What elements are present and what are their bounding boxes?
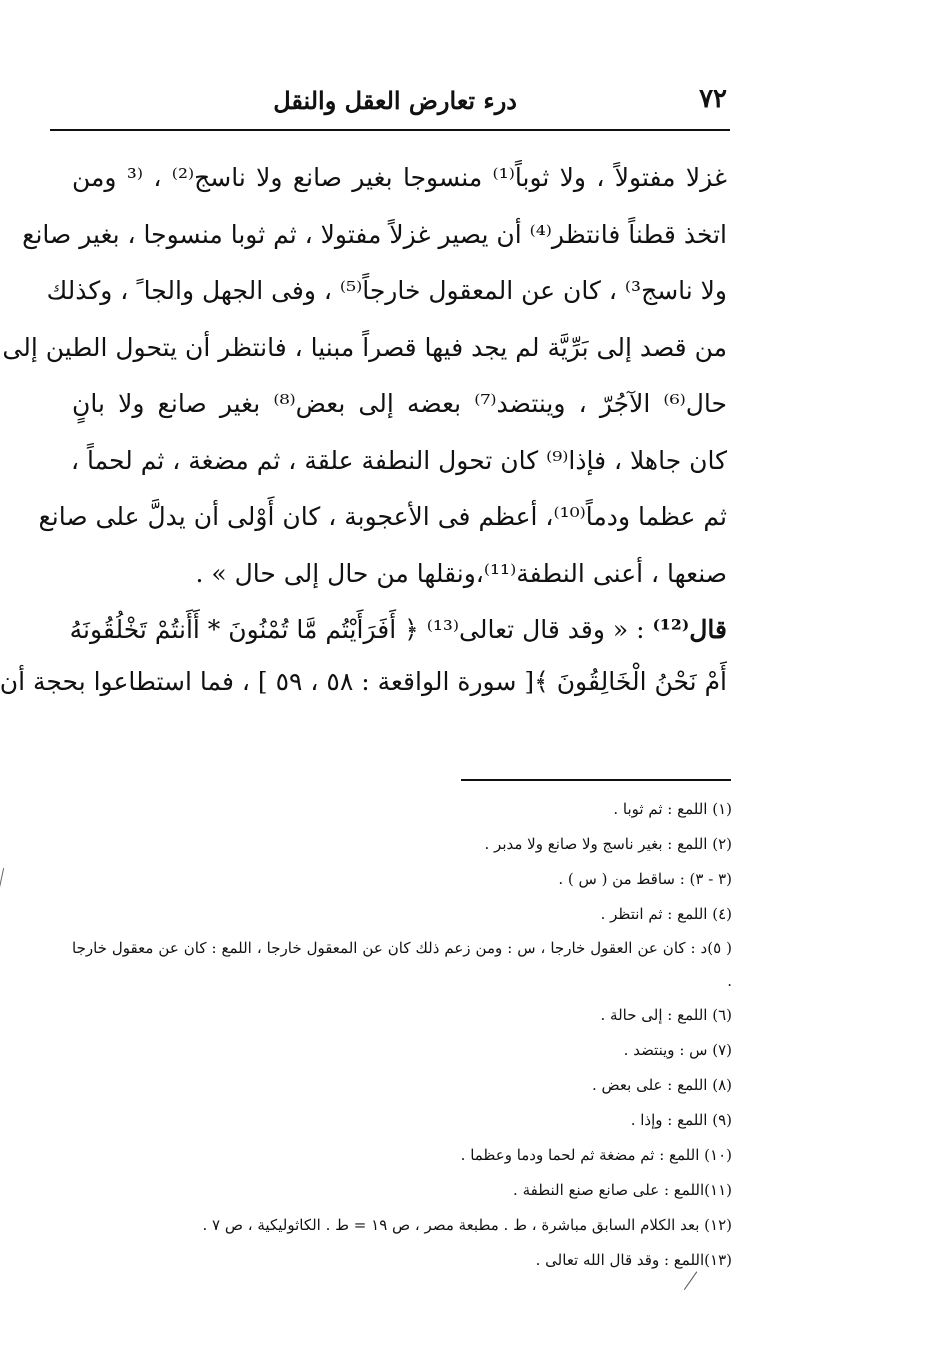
main-paragraph	[2, 150, 728, 602]
footnote: (١) اللمع : ثم ثوبا .	[613, 800, 732, 818]
footnote: (٦) اللمع : إلى حالة .	[600, 1006, 732, 1024]
footnote: (٢) اللمع : بغير ناسج ولا صانع ولا مدبر .	[484, 835, 732, 853]
body-line: من قصد إلى بَرِّيَّة لم يجد فيها قصراً مبنيا ، فانتظر أن يتحول الطين إلى	[2, 332, 727, 362]
footnote: (٤) اللمع : ثم انتظر .	[600, 905, 732, 923]
quote-line	[69, 604, 727, 656]
body-line: كان جاهلا ، فإذا⁽⁹⁾ كان تحول النطفة علقة ، ثم مضغة ، ثم لحماً ،	[70, 445, 727, 475]
footnote: (٣ - ٣) : ساقط من ( س ) .	[558, 870, 732, 888]
header-rule	[50, 129, 730, 131]
body-line: حال⁽⁶⁾ الآجُرّ ، وينتضد⁽⁷⁾ بعضه إلى بعض⁽⁸⁾ بغير صانع ولا بانٍ	[72, 389, 727, 418]
footnotes	[72, 792, 732, 1278]
body-line: ولا ناسج³⁾ ، كان عن المعقول خارجاً⁽⁵⁾ ، وفى الجهل والجا ً ، وكذلك	[46, 276, 727, 305]
scan-edge-mark	[0, 868, 6, 898]
footnote: (٨) اللمع : على بعض .	[591, 1076, 732, 1094]
quote-line: أَمْ نَحْنُ الْخَالِقُونَ ﴾[ سورة الواقعة : ٥٨ ، ٥٩ ] ، فما استطاعوا بحجة أن	[0, 667, 727, 696]
footnote: ( ٥)د : كان عن العقول خارجا ، س : ومن زعم ذلك كان عن المعقول خارجا ، اللمع : كان عن معقول خارجا .	[72, 939, 732, 990]
quran-quote-paragraph	[0, 604, 727, 708]
body-line: ثم عظما ودماً⁽¹⁰⁾، أعظم فى الأعجوبة ، كان أَوْلى أن يدلَّ على صانع	[38, 502, 727, 531]
page-number: ٧٢	[699, 84, 727, 114]
quote-speaker: قال⁽¹²⁾	[652, 615, 727, 644]
footnote: (١١)اللمع : على صانع صنع النطفة .	[513, 1181, 732, 1199]
footnote: (٧) س : وينتضد .	[623, 1041, 732, 1059]
footnote: (٩) اللمع : وإذا .	[630, 1111, 732, 1129]
body-line: صنعها ، أعنى النطفة⁽¹¹⁾،ونقلها من حال إلى حال » .	[195, 558, 727, 588]
quote-line-text: : « وقد قال تعالى⁽¹³⁾ ﴿ أَفَرَأَيْتُم مَّا تُمْنُونَ * أَأَنتُمْ تَخْلُقُونَهُ	[69, 615, 653, 644]
running-header-title: درء تعارض العقل والنقل	[273, 86, 517, 115]
body-line: غزلا مفتولاً ، ولا ثوباً⁽¹⁾ منسوجا بغير صانع ولا ناسج⁽²⁾ ، ⁽³ ومن	[72, 163, 728, 192]
footnote-separator	[461, 779, 731, 781]
footnote: (١٠) اللمع : ثم مضغة ثم لحما ودما وعظما .	[460, 1146, 732, 1164]
footnote: (١٣)اللمع : وقد قال الله تعالى .	[535, 1251, 732, 1269]
body-line: اتخذ قطناً فانتظر⁽⁴⁾ أن يصير غزلاً مفتولا ، ثم ثوبا منسوجا ، بغير صانع	[22, 219, 727, 249]
footnote: (١٢) بعد الكلام السابق مباشرة ، ط . مطبعة مصر ، ص ١٩ = ط . الكاثوليكية ، ص ٧ .	[202, 1216, 732, 1234]
